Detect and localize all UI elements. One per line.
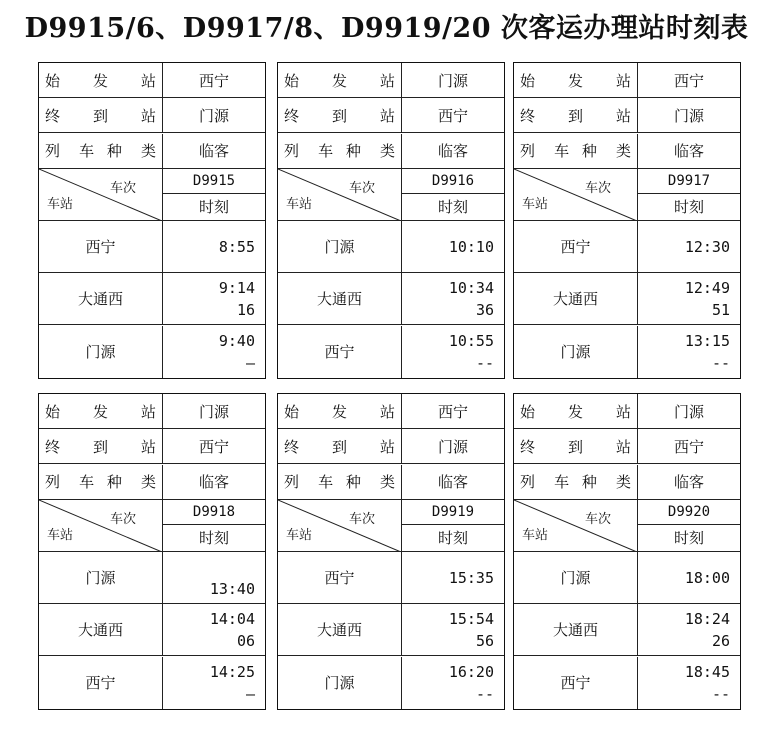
label-char: 发 xyxy=(92,402,108,421)
terminus-value: 西宁 xyxy=(163,429,265,464)
stop-time xyxy=(163,273,265,325)
departure-time: 13:40 xyxy=(209,579,255,598)
time-header: 时刻 xyxy=(198,197,229,216)
stop-time xyxy=(402,657,504,709)
arrival-time: 18:45 xyxy=(684,662,730,681)
train-type-value: 临客 xyxy=(402,134,504,169)
train-type-label xyxy=(39,465,163,500)
origin-value: 西宁 xyxy=(163,63,265,98)
station-header: 车站 xyxy=(47,527,74,543)
departure-time: -- xyxy=(711,684,730,703)
stop-time xyxy=(163,552,265,604)
arrival-time: 18:00 xyxy=(684,568,730,587)
page-title: D9915/6、D9917/8、D9919/20 次客运办理站时刻表 xyxy=(24,13,749,44)
departure-time: 16 xyxy=(236,300,255,319)
label-char: 站 xyxy=(379,437,395,456)
station-name: 大通西 xyxy=(39,273,163,325)
train-number: D9919 xyxy=(402,500,504,525)
train-type-value: 临客 xyxy=(163,465,265,500)
train-no-header: 车次 xyxy=(109,180,136,196)
time-header: 时刻 xyxy=(673,528,704,547)
stop-time xyxy=(402,221,504,273)
stop-time xyxy=(402,326,504,378)
diagonal-header xyxy=(39,500,163,552)
origin-value: 门源 xyxy=(163,394,265,429)
station-name: 西宁 xyxy=(39,221,163,273)
label-char: 终 xyxy=(45,106,61,125)
station-header: 车站 xyxy=(522,196,549,212)
departure-time: -- xyxy=(475,353,494,372)
label-char: 列 xyxy=(520,142,536,161)
timetable-card xyxy=(38,62,266,379)
departure-time: — xyxy=(245,684,255,703)
label-char: 类 xyxy=(140,473,156,492)
station-header: 车站 xyxy=(47,196,74,212)
label-char: 类 xyxy=(379,142,395,161)
arrival-time: 12:49 xyxy=(684,278,730,297)
terminus-label xyxy=(39,429,163,464)
label-char: 终 xyxy=(520,106,536,125)
stop-time xyxy=(638,221,740,273)
station-header: 车站 xyxy=(286,196,313,212)
label-char: 车 xyxy=(79,473,95,492)
timetable-card xyxy=(277,393,505,710)
terminus-value: 门源 xyxy=(402,429,504,464)
train-type-value: 临客 xyxy=(402,465,504,500)
diagonal-header xyxy=(514,169,638,221)
train-type-value: 临客 xyxy=(163,134,265,169)
label-char: 类 xyxy=(615,473,631,492)
stop-time xyxy=(638,273,740,325)
train-type-label xyxy=(278,134,402,169)
label-char: 类 xyxy=(140,142,156,161)
label-char: 终 xyxy=(520,437,536,456)
label-char: 站 xyxy=(379,402,395,421)
label-char: 车 xyxy=(554,142,570,161)
diagonal-header xyxy=(514,500,638,552)
train-number-cell xyxy=(402,169,504,221)
arrival-time: 12:30 xyxy=(684,237,730,256)
time-header: 时刻 xyxy=(673,197,704,216)
origin-value: 门源 xyxy=(402,63,504,98)
stop-time xyxy=(163,221,265,273)
origin-value: 西宁 xyxy=(402,394,504,429)
station-name: 门源 xyxy=(278,657,402,709)
label-char: 终 xyxy=(284,106,300,125)
origin-label xyxy=(278,394,402,429)
station-name: 门源 xyxy=(514,552,638,604)
arrival-time: 10:10 xyxy=(448,237,494,256)
train-type-label xyxy=(278,465,402,500)
label-char: 列 xyxy=(520,473,536,492)
label-char: 列 xyxy=(45,142,61,161)
terminus-label xyxy=(514,429,638,464)
label-char: 始 xyxy=(284,71,300,90)
timetable-card xyxy=(513,62,741,379)
label-char: 种 xyxy=(581,473,597,492)
station-name: 门源 xyxy=(278,221,402,273)
label-char: 站 xyxy=(140,71,156,90)
train-number-cell xyxy=(163,500,265,552)
time-header: 时刻 xyxy=(198,528,229,547)
stop-time xyxy=(638,326,740,378)
departure-time: 36 xyxy=(475,300,494,319)
arrival-time: 10:55 xyxy=(448,331,494,350)
station-name: 门源 xyxy=(514,326,638,378)
stop-time xyxy=(638,552,740,604)
arrival-time: 9:14 xyxy=(218,278,255,297)
label-char: 终 xyxy=(284,437,300,456)
time-header: 时刻 xyxy=(437,197,468,216)
departure-time: — xyxy=(245,353,255,372)
station-header: 车站 xyxy=(286,527,313,543)
label-char: 站 xyxy=(140,437,156,456)
train-type-label xyxy=(514,465,638,500)
label-char: 车 xyxy=(318,142,334,161)
station-name: 西宁 xyxy=(39,657,163,709)
arrival-time: 16:20 xyxy=(448,662,494,681)
label-char: 到 xyxy=(331,106,347,125)
label-char: 类 xyxy=(379,473,395,492)
arrival-time: 14:04 xyxy=(209,609,255,628)
label-char: 发 xyxy=(331,71,347,90)
terminus-value: 西宁 xyxy=(638,429,740,464)
diagonal-header xyxy=(39,169,163,221)
timetable-card xyxy=(38,393,266,710)
train-no-header: 车次 xyxy=(348,180,375,196)
timetable-card xyxy=(277,62,505,379)
terminus-value: 西宁 xyxy=(402,98,504,133)
departure-time: 51 xyxy=(711,300,730,319)
arrival-time: 14:25 xyxy=(209,662,255,681)
terminus-value: 门源 xyxy=(163,98,265,133)
stop-time xyxy=(163,657,265,709)
label-char: 种 xyxy=(345,473,361,492)
station-name: 大通西 xyxy=(514,604,638,656)
train-number-cell xyxy=(402,500,504,552)
label-char: 种 xyxy=(106,142,122,161)
terminus-label xyxy=(278,429,402,464)
timetable-card xyxy=(513,393,741,710)
label-char: 站 xyxy=(140,106,156,125)
label-char: 列 xyxy=(45,473,61,492)
departure-time: 56 xyxy=(475,631,494,650)
station-name: 大通西 xyxy=(514,273,638,325)
arrival-time: 13:15 xyxy=(684,331,730,350)
train-number: D9920 xyxy=(638,500,740,525)
label-char: 车 xyxy=(318,473,334,492)
label-char: 车 xyxy=(554,473,570,492)
stop-time xyxy=(638,657,740,709)
departure-time: -- xyxy=(475,684,494,703)
station-header: 车站 xyxy=(522,527,549,543)
diagonal-header xyxy=(278,169,402,221)
arrival-time: 8:55 xyxy=(218,237,255,256)
label-char: 种 xyxy=(581,142,597,161)
train-number: D9916 xyxy=(402,169,504,194)
label-char: 站 xyxy=(379,106,395,125)
station-name: 西宁 xyxy=(278,552,402,604)
label-char: 列 xyxy=(284,142,300,161)
label-char: 始 xyxy=(45,402,61,421)
arrival-time: 9:40 xyxy=(218,331,255,350)
departure-time: 26 xyxy=(711,631,730,650)
label-char: 始 xyxy=(284,402,300,421)
label-char: 种 xyxy=(345,142,361,161)
train-no-header: 车次 xyxy=(109,511,136,527)
label-char: 列 xyxy=(284,473,300,492)
arrival-time xyxy=(173,556,255,578)
train-type-label xyxy=(39,134,163,169)
stop-time xyxy=(638,604,740,656)
label-char: 到 xyxy=(567,437,583,456)
terminus-value: 门源 xyxy=(638,98,740,133)
label-char: 始 xyxy=(520,71,536,90)
train-type-label xyxy=(514,134,638,169)
stop-time xyxy=(163,326,265,378)
diagonal-header xyxy=(278,500,402,552)
label-char: 到 xyxy=(92,106,108,125)
station-name: 门源 xyxy=(39,326,163,378)
terminus-label xyxy=(514,98,638,133)
origin-label xyxy=(39,63,163,98)
label-char: 站 xyxy=(615,106,631,125)
train-type-value: 临客 xyxy=(638,465,740,500)
label-char: 到 xyxy=(331,437,347,456)
stop-time xyxy=(402,552,504,604)
label-char: 种 xyxy=(106,473,122,492)
station-name: 西宁 xyxy=(278,326,402,378)
train-number: D9918 xyxy=(163,500,265,525)
origin-label xyxy=(278,63,402,98)
departure-time: -- xyxy=(711,353,730,372)
station-name: 大通西 xyxy=(278,604,402,656)
train-type-value: 临客 xyxy=(638,134,740,169)
label-char: 发 xyxy=(92,71,108,90)
train-number-cell xyxy=(638,169,740,221)
station-name: 大通西 xyxy=(39,604,163,656)
label-char: 到 xyxy=(92,437,108,456)
stop-time xyxy=(402,604,504,656)
train-number: D9917 xyxy=(638,169,740,194)
label-char: 车 xyxy=(79,142,95,161)
train-number: D9915 xyxy=(163,169,265,194)
stop-time xyxy=(402,273,504,325)
station-name: 门源 xyxy=(39,552,163,604)
train-number-cell xyxy=(163,169,265,221)
terminus-label xyxy=(39,98,163,133)
train-no-header: 车次 xyxy=(584,180,611,196)
arrival-time: 15:35 xyxy=(448,568,494,587)
origin-label xyxy=(514,394,638,429)
terminus-label xyxy=(278,98,402,133)
station-name: 西宁 xyxy=(514,657,638,709)
train-no-header: 车次 xyxy=(348,511,375,527)
departure-time: 06 xyxy=(236,631,255,650)
arrival-time: 18:24 xyxy=(684,609,730,628)
origin-value: 西宁 xyxy=(638,63,740,98)
train-number-cell xyxy=(638,500,740,552)
station-name: 大通西 xyxy=(278,273,402,325)
label-char: 始 xyxy=(520,402,536,421)
label-char: 发 xyxy=(567,71,583,90)
time-header: 时刻 xyxy=(437,528,468,547)
origin-label xyxy=(514,63,638,98)
origin-label xyxy=(39,394,163,429)
label-char: 到 xyxy=(567,106,583,125)
origin-value: 门源 xyxy=(638,394,740,429)
label-char: 站 xyxy=(615,437,631,456)
arrival-time: 10:34 xyxy=(448,278,494,297)
station-name: 西宁 xyxy=(514,221,638,273)
label-char: 类 xyxy=(615,142,631,161)
label-char: 终 xyxy=(45,437,61,456)
label-char: 发 xyxy=(331,402,347,421)
label-char: 站 xyxy=(379,71,395,90)
label-char: 始 xyxy=(45,71,61,90)
stop-time xyxy=(163,604,265,656)
train-no-header: 车次 xyxy=(584,511,611,527)
label-char: 发 xyxy=(567,402,583,421)
arrival-time: 15:54 xyxy=(448,609,494,628)
label-char: 站 xyxy=(140,402,156,421)
label-char: 站 xyxy=(615,71,631,90)
label-char: 站 xyxy=(615,402,631,421)
